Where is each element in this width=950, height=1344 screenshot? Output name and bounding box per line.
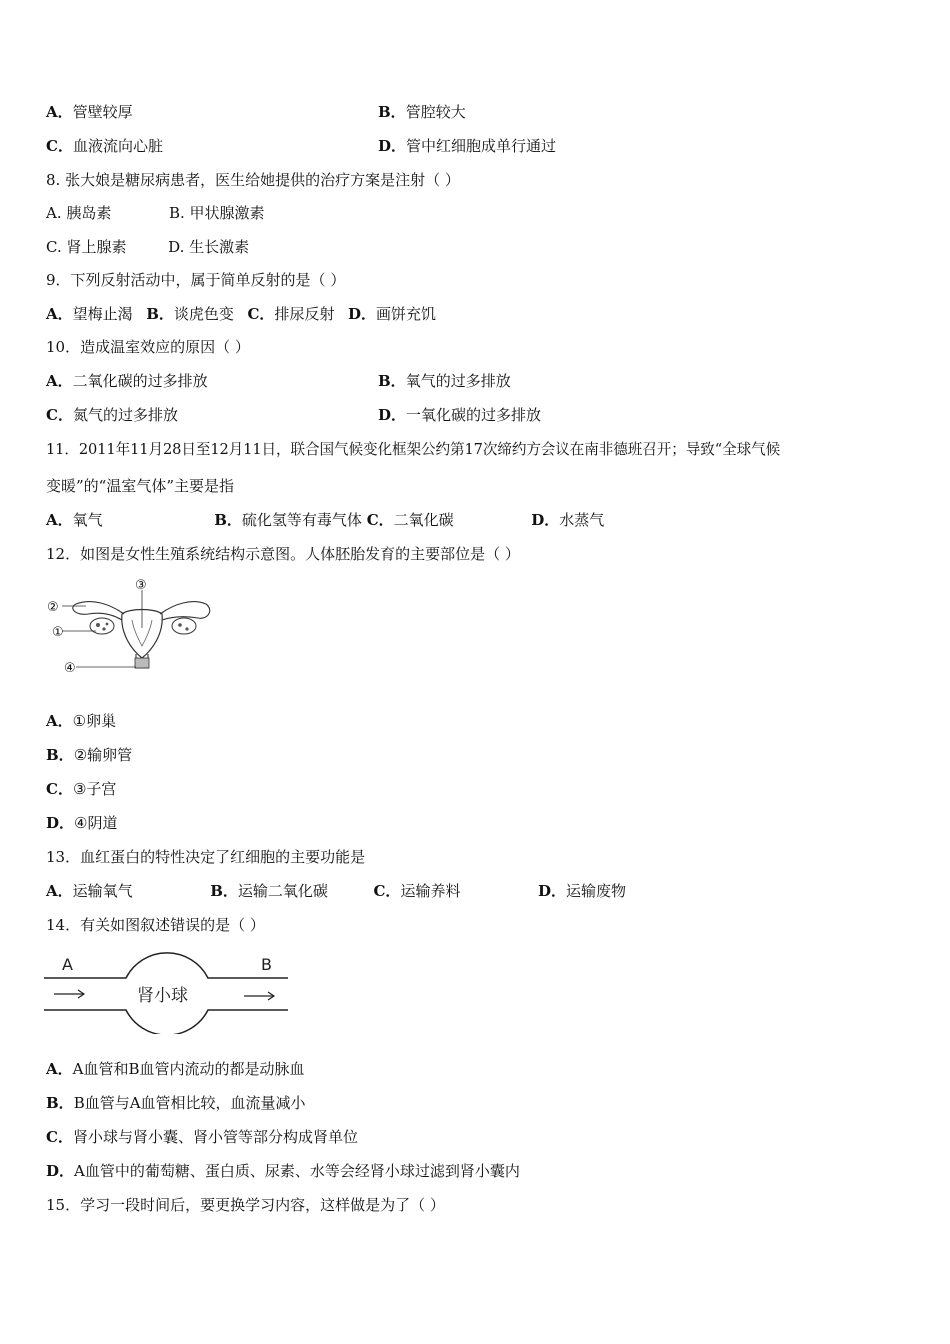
q10-option-c: C．氮气的过多排放 xyxy=(46,406,178,424)
q14-option-c: C．肾小球与肾小囊、肾小管等部分构成肾单位 xyxy=(46,1128,358,1146)
q13-options: A．运输氧气 B．运输二氧化碳 C．运输养料 D．运输废物 xyxy=(46,882,627,900)
q14-option-d: D．A血管中的葡萄糖、蛋白质、尿素、水等会经肾小球过滤到肾小囊内 xyxy=(46,1162,520,1180)
q8-stem: 8. 张大娘是糖尿病患者，医生给她提供的治疗方案是注射（ ） xyxy=(46,171,460,189)
q9-stem: 9．下列反射活动中，属于简单反射的是（ ） xyxy=(46,271,346,289)
q12-option-a: A．①卵巢 xyxy=(46,712,117,730)
q11-stem-line1: 11．2011年11月28日至12月11日，联合国气候变化框架公约第17次缔约方会议在南非德班召开；导致“全球气候 xyxy=(46,441,781,458)
q7-option-c: C．血液流向心脏 xyxy=(46,137,163,155)
glomerulus-figure xyxy=(44,950,290,1034)
q12-option-b: B．②输卵管 xyxy=(46,746,133,764)
figure-label-a: A xyxy=(62,955,73,974)
q14-option-b: B．B血管与A血管相比较，血流量减小 xyxy=(46,1094,306,1112)
q14-stem: 14．有关如图叙述错误的是（ ） xyxy=(46,916,265,934)
q12-option-c: C．③子宫 xyxy=(46,780,117,798)
q15-stem: 15．学习一段时间后，要更换学习内容，这样做是为了（ ） xyxy=(46,1196,445,1214)
q13-stem: 13．血红蛋白的特性决定了红细胞的主要功能是 xyxy=(46,848,366,866)
q8-options-row2: C. 肾上腺素 D. 生长激素 xyxy=(46,238,250,256)
q7-option-a: A．管壁较厚 xyxy=(46,103,133,121)
q7-option-b: B．管腔较大 xyxy=(378,103,466,121)
q8-options-row1: A. 胰岛素 B. 甲状腺激素 xyxy=(46,204,265,222)
q11-stem-line2: 变暖”的“温室气体”主要是指 xyxy=(46,477,235,495)
q14-option-a: A．A血管和B血管内流动的都是动脉血 xyxy=(46,1060,305,1078)
q7-option-d: D．管中红细胞成单行通过 xyxy=(378,137,557,155)
q10-option-b: B．氧气的过多排放 xyxy=(378,372,511,390)
female-reproductive-figure xyxy=(40,574,220,680)
figure-label-b: B xyxy=(261,955,272,974)
q12-stem: 12．如图是女性生殖系统结构示意图。人体胚胎发育的主要部位是（ ） xyxy=(46,545,520,563)
q10-stem: 10．造成温室效应的原因（ ） xyxy=(46,338,250,356)
q11-options: A．氧气 B．硫化氢等有毒气体 C．二氧化碳 D．水蒸气 xyxy=(46,511,605,529)
q12-option-d: D．④阴道 xyxy=(46,814,118,832)
figure-label-2: ② xyxy=(47,600,59,615)
figure-label-4: ④ xyxy=(64,661,76,676)
figure-label-center: 肾小球 xyxy=(137,986,188,1006)
figure-label-3: ③ xyxy=(135,578,147,593)
q10-option-a: A．二氧化碳的过多排放 xyxy=(46,372,208,390)
q9-options: A．望梅止渴 B．谈虎色变 C．排尿反射 D．画饼充饥 xyxy=(46,305,437,323)
figure-label-1: ① xyxy=(52,625,64,640)
q10-option-d: D．一氧化碳的过多排放 xyxy=(378,406,542,424)
